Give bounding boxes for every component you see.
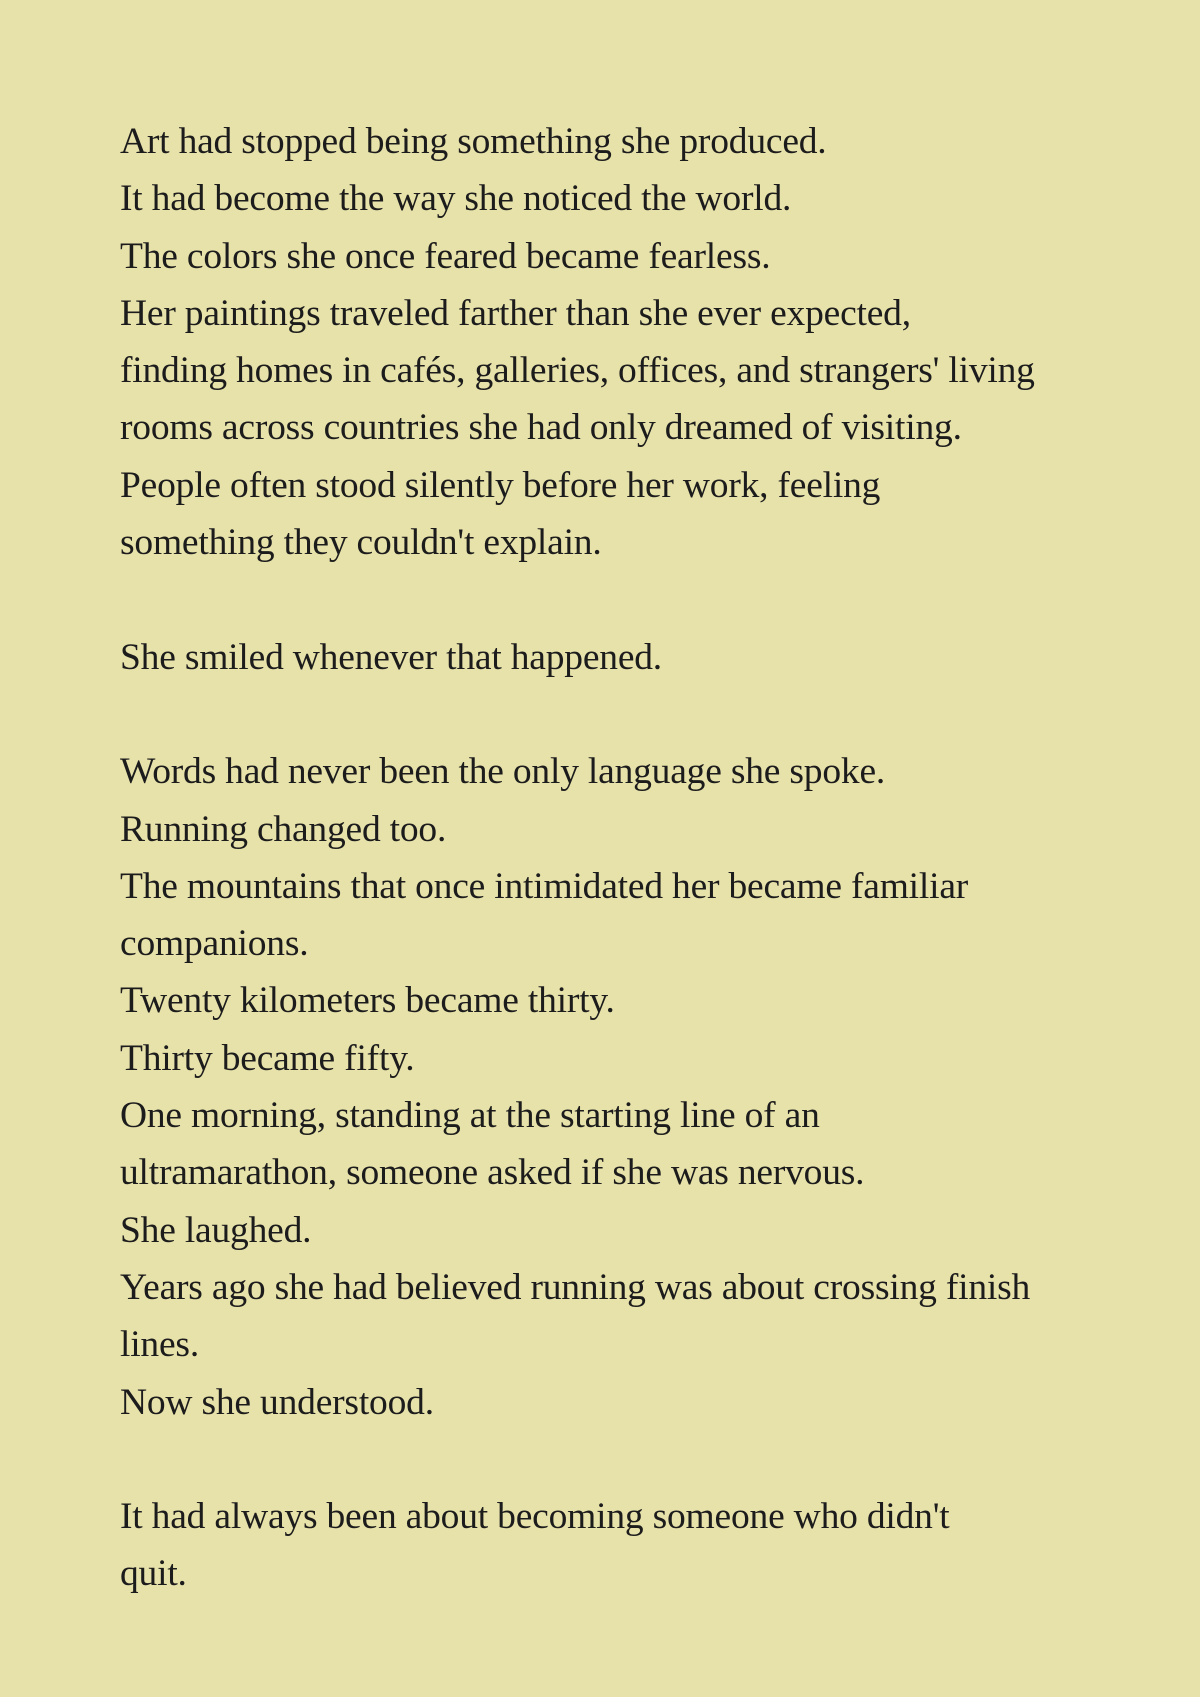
paragraph-break bbox=[120, 686, 1120, 743]
text-line: Twenty kilometers became thirty. bbox=[120, 980, 615, 1022]
text-line: Words had never been the only language she spoke. bbox=[120, 751, 886, 793]
text-line: One morning, standing at the starting line of an bbox=[120, 1095, 820, 1137]
text-line: quit. bbox=[120, 1553, 187, 1595]
text-line: something they couldn't explain. bbox=[120, 522, 602, 564]
text-line: Years ago she had believed running was about crossing finish bbox=[120, 1266, 1031, 1308]
text-line: ultramarathon, someone asked if she was nervous. bbox=[120, 1152, 865, 1194]
story-text bbox=[120, 113, 1120, 1603]
text-line: Art had stopped being something she produced. bbox=[120, 121, 827, 162]
text-line: People often stood silently before her work, feeling bbox=[120, 464, 881, 506]
text-line: She laughed. bbox=[120, 1209, 312, 1251]
text-line: The mountains that once intimidated her became familiar bbox=[120, 865, 969, 907]
text-line: Running changed too. bbox=[120, 808, 447, 850]
text-line: companions. bbox=[120, 923, 309, 965]
text-line: It had become the way she noticed the world. bbox=[120, 178, 792, 220]
paragraph-break bbox=[120, 1431, 1120, 1488]
text-line: It had always been about becoming someone who didn't bbox=[120, 1496, 950, 1538]
text-line: rooms across countries she had only dreamed of visiting. bbox=[120, 407, 962, 449]
text-line: The colors she once feared became fearless. bbox=[120, 235, 771, 277]
text-line: Her paintings traveled farther than she ever expected, bbox=[120, 292, 911, 334]
text-line: Now she understood. bbox=[120, 1381, 434, 1423]
paragraph-break bbox=[120, 571, 1120, 628]
text-line: Thirty became fifty. bbox=[120, 1037, 415, 1079]
text-line: She smiled whenever that happened. bbox=[120, 636, 662, 678]
text-line: finding homes in cafés, galleries, offices, and strangers' living bbox=[120, 350, 1035, 392]
text-line: lines. bbox=[120, 1324, 200, 1366]
